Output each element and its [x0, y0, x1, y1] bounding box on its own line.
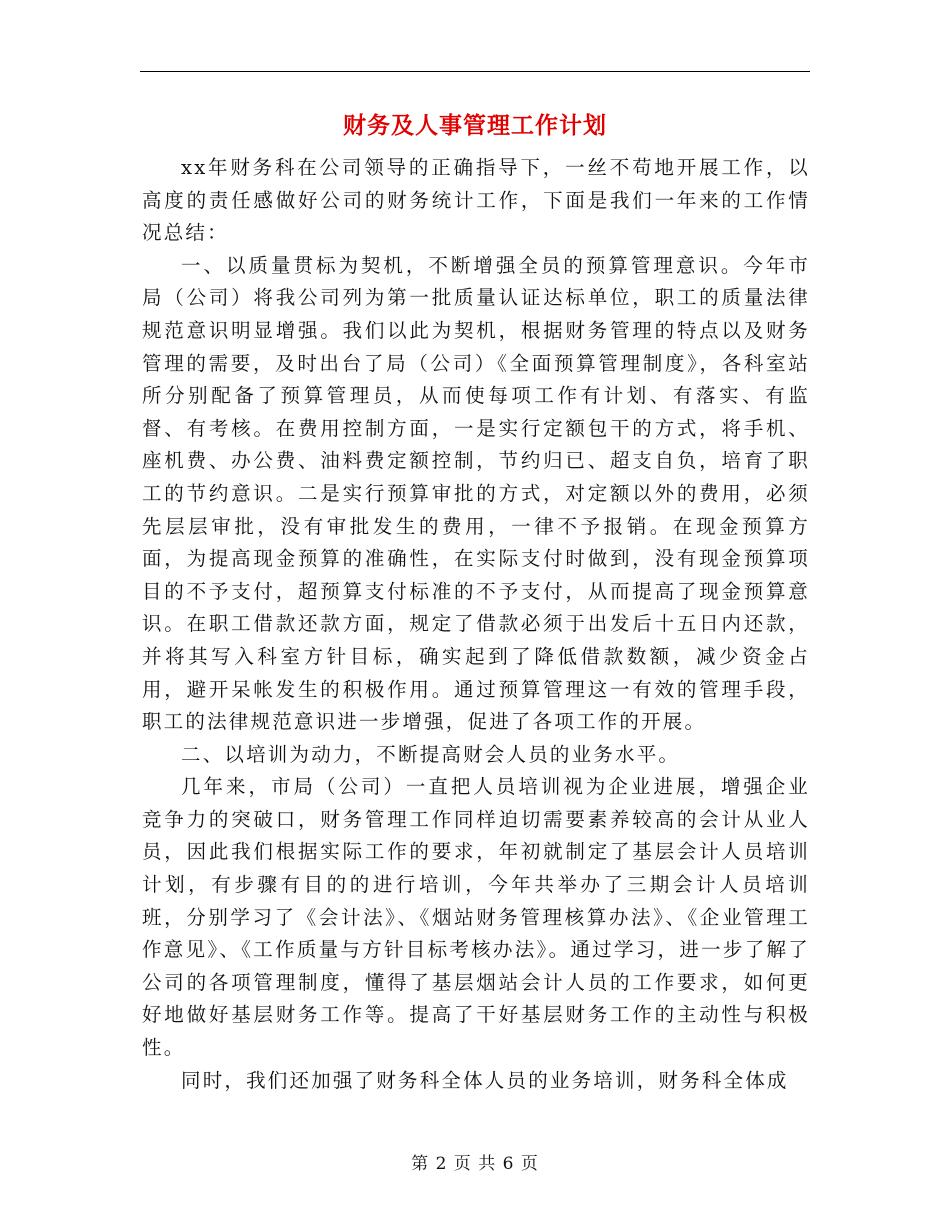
- document-title: 财务及人事管理工作计划: [343, 112, 607, 139]
- paragraph-intro: xx年财务科在公司领导的正确指导下，一丝不苟地开展工作，以高度的责任感做好公司的财务统计工作，下面是我们一年来的工作情况总结：: [142, 156, 810, 245]
- paragraph-continued: 同时，我们还加强了财务科全体人员的业务培训，财务科全体成: [181, 1068, 789, 1092]
- paragraph-training-detail: 几年来，市局（公司）一直把人员培训视为企业进展，增强企业竞争力的突破口，财务管理工作同样迫切需要素养较高的会计从业人员，因此我们根据实际工作的要求，年初就制定了基层会计人员培训计划，有步骤有目的的进行培训，今年共举办了三期会计人员培训班，分别学习了《会计法》、《烟站财务管理核算办法》、《企业管理工作意见》、《工作质量与方针目标考核办法》。通过学习，进一步了解了公司的各项管理制度，懂得了基层烟站会计人员的工作要求，如何更好地做好基层财务工作等。提高了干好基层财务工作的主动性与积极性。: [142, 775, 810, 1060]
- header-rule: [140, 71, 810, 72]
- paragraph-training-heading: 二、以培训为动力，不断提高财会人员的业务水平。: [181, 742, 681, 766]
- paragraph-budget-management: 一、以质量贯标为契机，不断增强全员的预算管理意识。今年市局（公司）将我公司列为第一批质量认证达标单位，职工的质量法律规范意识明显增强。我们以此为契机，根据财务管理的特点以及财务管理的需要，及时出台了局（公司）《全面预算管理制度》，各科室站所分别配备了预算管理员，从而使每项工作有计划、有落实、有监督、有考核。在费用控制方面，一是实行定额包干的方式，将手机、座机费、办公费、油料费定额控制，节约归已、超支自负，培育了职工的节约意识。二是实行预算审批的方式，对定额以外的费用，必须先层层审批，没有审批发生的费用，一律不予报销。在现金预算方面，为提高现金预算的准确性，在实际支付时做到，没有现金预算项目的不予支付，超预算支付标准的不予支付，从而提高了现金预算意识。在职工借款还款方面，规定了借款必须于出发后十五日内还款，并将其写入科室方针目标，确实起到了降低借款数额，减少资金占用，避开呆帐发生的积极作用。通过预算管理这一有效的管理手段，职工的法律规范意识进一步增强，促进了各项工作的开展。: [142, 253, 810, 734]
- page-number-footer: 第 2 页 共 6 页: [411, 1154, 539, 1174]
- document-body: [142, 152, 810, 1097]
